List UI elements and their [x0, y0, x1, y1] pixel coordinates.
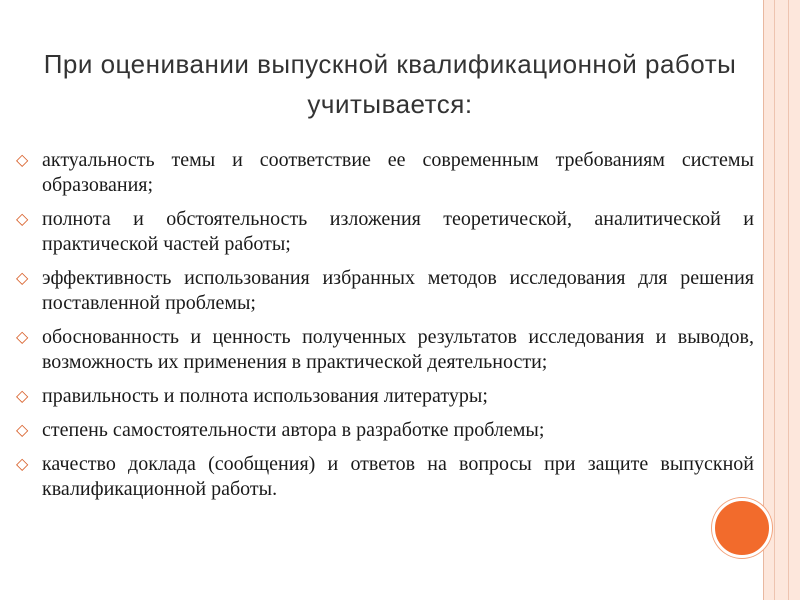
list-item	[14, 325, 754, 375]
list-item	[14, 148, 754, 198]
bullet-icon: ◇	[16, 422, 29, 439]
list-item	[14, 452, 754, 502]
bullet-icon: ◇	[16, 211, 29, 228]
list-item	[14, 266, 754, 316]
list-item	[14, 384, 754, 409]
list-item-text: полнота и обстоятельность изложения теоретической, аналитической и практической частей работы;	[42, 208, 754, 255]
slide-title: При оценивании выпускной квалификационной работы учитывается:	[43, 49, 737, 119]
bullet-icon: ◇	[16, 270, 29, 287]
bullet-icon: ◇	[16, 388, 29, 405]
bullet-icon: ◇	[16, 456, 29, 473]
list-item-text: актуальность темы и соответствие ее современным требованиям системы образования;	[42, 149, 754, 196]
criteria-list	[14, 148, 754, 511]
list-item-text: степень самостоятельности автора в разработке проблемы;	[42, 419, 545, 441]
list-item	[14, 207, 754, 257]
bullet-icon: ◇	[16, 152, 29, 169]
accent-circle	[712, 498, 772, 558]
list-item-text: качество доклада (сообщения) и ответов на вопросы при защите выпускной квалификационной работы.	[42, 453, 754, 500]
decorative-side-band	[763, 0, 800, 600]
bullet-icon: ◇	[16, 329, 29, 346]
list-item-text: обоснованность и ценность полученных результатов исследования и выводов, возможность их применения в практической деятельности;	[42, 326, 754, 373]
list-item	[14, 418, 754, 443]
list-item-text: правильность и полнота использования литературы;	[42, 385, 488, 407]
list-item-text: эффективность использования избранных методов исследования для решения поставленной проблемы;	[42, 267, 754, 314]
